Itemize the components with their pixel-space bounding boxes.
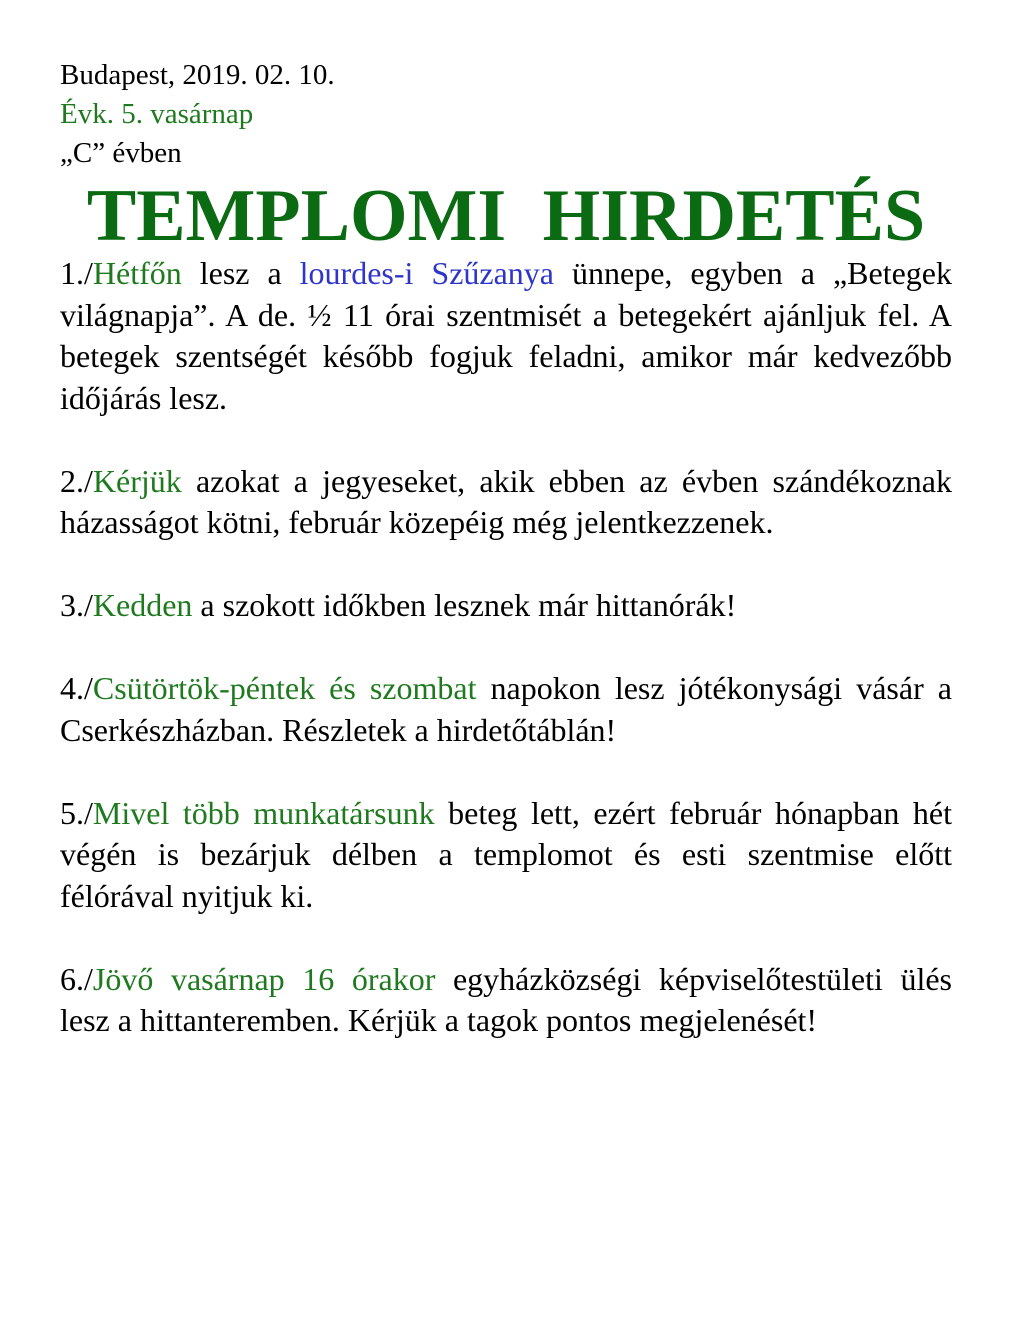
announcement-item-2 [60,461,952,544]
announcement-page [60,56,952,1083]
item-number: 3./ [60,587,93,623]
item-highlight: Jövő vasárnap 16 órakor [92,960,436,997]
item-text: ünnepe, egyben a „Betegek világnapja”. A de. ½ 11 órai szentmisét a betegekért ajánljuk fel. A betegek szentségét később fogjuk feladni, amikor már kedvezőbb időjárás lesz. [60,255,952,416]
item-number: 6./ [60,960,93,997]
item-text: egyházközségi képviselőtestületi ülés lesz a hittanteremben. Kérjük a tagok pontos megjelenését! [60,960,952,1038]
item-highlight: Hétfőn [92,255,182,291]
announcement-item-3 [60,585,952,627]
announcement-item-5 [60,793,952,918]
item-text: lesz a [181,255,300,291]
item-text: beteg lett, ezért február hónapban hét végén is bezárjuk délben a templomot és esti szentmise előtt félórával nyitjuk ki. [60,794,953,914]
item-text: azokat a jegyeseket, akik ebben az évben szándékoznak házasságot kötni, február közepéig még jelentkezzenek. [60,462,952,540]
year-cycle: „C” évben [60,137,182,169]
announcement-item-1 [60,253,952,419]
item-highlight: Kérjük [92,462,182,499]
announcement-item-4 [60,668,952,751]
item-highlight-blue: lourdes-i Szűzanya [299,255,554,291]
item-number: 5./ [60,794,93,831]
item-highlight: Mivel több munkatársunk [92,794,435,831]
item-number: 2./ [60,462,93,499]
item-number: 1./ [60,255,93,291]
item-number: 4./ [60,670,93,706]
item-highlight: Csütörtök-péntek és szombat [92,670,477,706]
liturgical-sunday: Évk. 5. vasárnap [60,98,254,130]
item-text: a szokott időkben lesznek már hittanórák! [192,587,737,623]
item-text: napokon lesz jótékonysági vásár a Cserkészházban. Részletek a hirdetőtáblán! [60,670,953,748]
page-title: TEMPLOMI HIRDETÉS [86,175,926,257]
item-highlight: Kedden [92,587,193,623]
announcement-item-6 [60,959,952,1042]
place-date: Budapest, 2019. 02. 10. [60,59,335,91]
